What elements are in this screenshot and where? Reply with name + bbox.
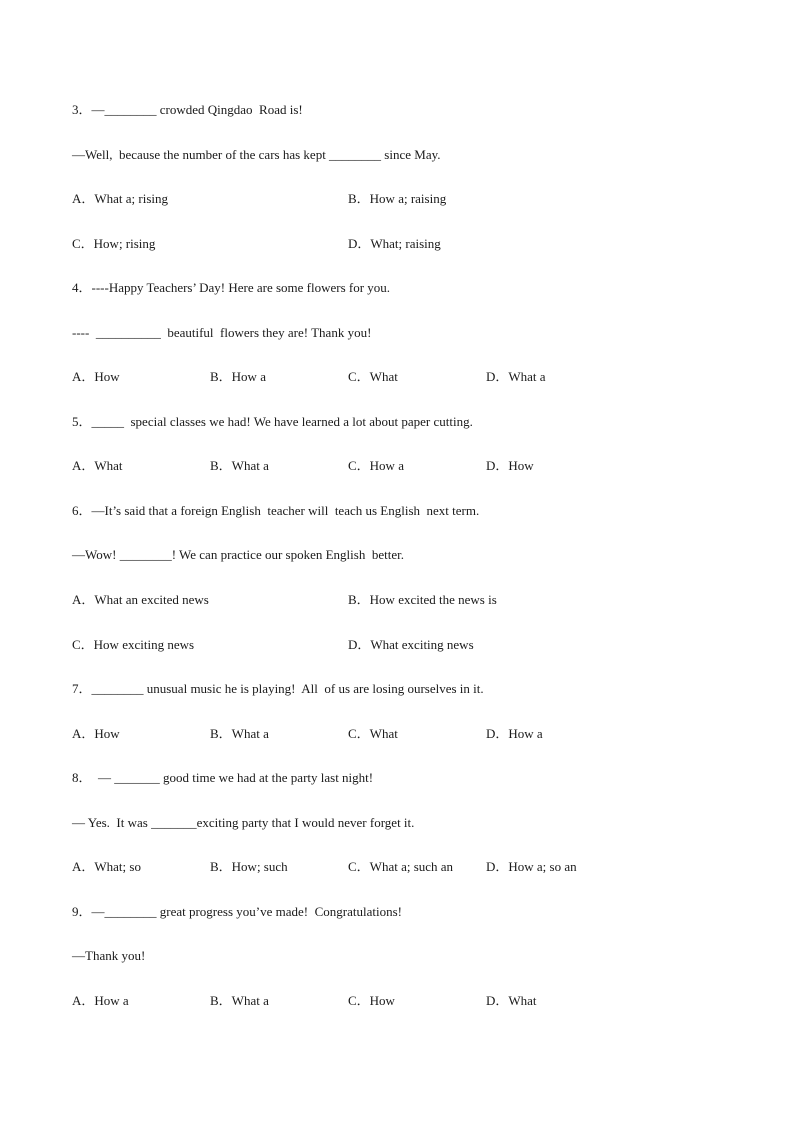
question-6-stem: 6．—It’s said that a foreign English teacher will teach us English next term. (72, 503, 480, 518)
question-6-reply: —Wow! ________! We can practice our spoken English better. (72, 547, 404, 562)
question-7-option-c: C．What (348, 726, 398, 741)
question-3-option-c: C．How; rising (72, 236, 156, 251)
question-9-stem: 9．—________ great progress you’ve made! Congratulations! (72, 904, 402, 919)
question-9-option-d: D．What (486, 993, 537, 1008)
question-4-option-b: B．How a (210, 369, 266, 384)
question-8-option-d: D．How a; so an (486, 859, 577, 874)
question-9-option-c: C．How (348, 993, 395, 1008)
question-3-reply: —Well, because the number of the cars has kept ________ since May. (72, 147, 441, 162)
question-3-option-a: A．What a; rising (72, 191, 169, 206)
question-7-option-a: A．How (72, 726, 120, 741)
question-3-option-d: D．What; raising (348, 236, 441, 251)
question-9-option-a: A．How a (72, 993, 129, 1008)
question-9-reply: —Thank you! (72, 948, 146, 963)
question-4-option-c: C．What (348, 369, 398, 384)
question-5-stem: 5．_____ special classes we had! We have learned a lot about paper cutting. (72, 414, 473, 429)
question-5-option-a: A．What (72, 458, 123, 473)
question-9-option-b: B．What a (210, 993, 269, 1008)
question-8-option-a: A．What; so (72, 859, 141, 874)
question-6-option-c: C．How exciting news (72, 637, 195, 652)
question-5-option-b: B．What a (210, 458, 269, 473)
question-5-option-d: D．How (486, 458, 534, 473)
question-7-stem: 7．________ unusual music he is playing! All of us are losing ourselves in it. (72, 681, 484, 696)
question-6-option-a: A．What an excited news (72, 592, 209, 607)
question-8-stem: 8． — _______ good time we had at the party last night! (72, 770, 374, 785)
question-4-stem: 4．----Happy Teachers’ Day! Here are some flowers for you. (72, 280, 391, 295)
question-4-reply: ---- __________ beautiful flowers they are! Thank you! (72, 325, 372, 340)
question-3-stem: 3．—________ crowded Qingdao Road is! (72, 102, 303, 117)
question-4-option-a: A．How (72, 369, 120, 384)
question-7-option-d: D．How a (486, 726, 543, 741)
question-8-reply: — Yes. It was _______exciting party that I would never forget it. (72, 815, 415, 830)
question-5-option-c: C．How a (348, 458, 404, 473)
question-3-option-b: B．How a; raising (348, 191, 447, 206)
question-8-option-c: C．What a; such an (348, 859, 454, 874)
question-8-option-b: B．How; such (210, 859, 288, 874)
question-4-option-d: D．What a (486, 369, 546, 384)
question-6-option-d: D．What exciting news (348, 637, 474, 652)
question-7-option-b: B．What a (210, 726, 269, 741)
question-6-option-b: B．How excited the news is (348, 592, 497, 607)
